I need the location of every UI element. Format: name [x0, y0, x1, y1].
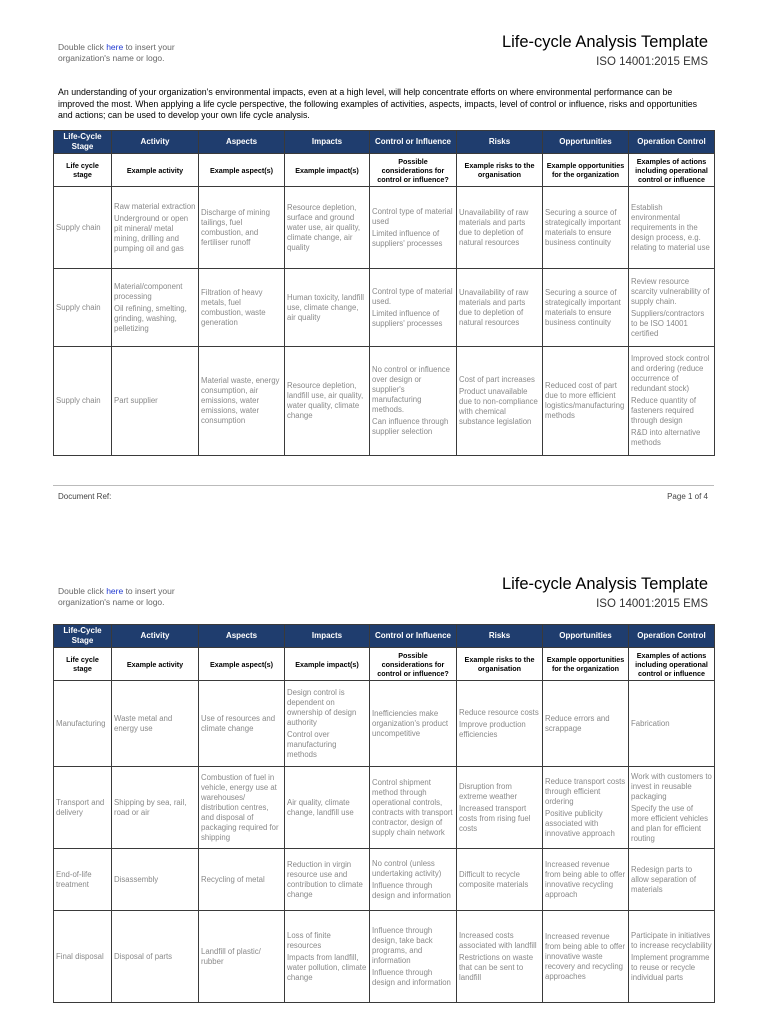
cell-text: Filtration of heavy metals, fuel combustion, waste generation	[201, 287, 266, 327]
cell-text: Fabrication	[631, 718, 670, 728]
cell-text: Disposal of parts	[114, 951, 173, 961]
cell-text: Loss of finite resources	[287, 930, 331, 950]
column-subheader-risks: Example risks to the organisation	[457, 648, 543, 681]
cell-text: Final disposal	[56, 951, 104, 961]
lifecycle-table-page1	[53, 130, 715, 456]
lifecycle-table-page2	[53, 624, 715, 1003]
placeholder-text-line2: organization's name or logo.	[58, 53, 165, 63]
cell-text: Control type of material used.	[372, 286, 453, 306]
column-header-operation: Operation Control	[629, 625, 715, 648]
cell-control[interactable]	[370, 187, 457, 269]
cell-aspects[interactable]	[199, 681, 285, 767]
cell-text: Cost of part increases	[459, 375, 535, 384]
cell-text: Reduce resource costs	[459, 707, 539, 717]
header-row	[54, 131, 715, 154]
cell-text: Control over manufacturing methods	[287, 729, 337, 759]
cell-text: Raw material extraction	[114, 201, 196, 211]
column-header-risks: Risks	[457, 131, 543, 154]
document-subtitle: ISO 14001:2015 EMS	[596, 56, 708, 68]
column-subheader-stage: Life cycle stage	[54, 648, 112, 681]
cell-text: Resource depletion, surface and ground water use, air quality, climate change, air quality	[287, 202, 361, 252]
cell-text: Increased transport costs from rising fuel costs	[459, 803, 531, 833]
column-subheader-stage: Life cycle stage	[54, 154, 112, 187]
cell-text: No control (unless undertaking activity)	[372, 858, 442, 878]
column-header-opportunities: Opportunities	[543, 131, 629, 154]
cell-aspects[interactable]	[199, 269, 285, 347]
cell-text: Part supplier	[114, 396, 158, 405]
logo-placeholder[interactable]	[58, 586, 175, 608]
cell-text: Underground or open pit mineral/ metal mining, drilling and pumping oil and gas	[114, 213, 189, 253]
page-2	[0, 555, 768, 1024]
column-subheader-activity: Example activity	[112, 648, 199, 681]
cell-impacts[interactable]	[285, 269, 370, 347]
cell-stage[interactable]	[54, 187, 112, 269]
cell-aspects[interactable]	[199, 849, 285, 911]
cell-text: Specify the use of more efficient vehicles and plan for efficient routing	[631, 803, 708, 843]
column-header-stage: Life-Cycle Stage	[54, 625, 112, 648]
column-header-aspects: Aspects	[199, 625, 285, 648]
cell-opportunities[interactable]	[543, 681, 629, 767]
cell-activity[interactable]	[112, 269, 199, 347]
cell-operation[interactable]	[629, 187, 715, 269]
column-subheader-risks: Example risks to the organisation	[457, 154, 543, 187]
cell-aspects[interactable]	[199, 911, 285, 1003]
cell-text: Waste metal and energy use	[114, 713, 173, 733]
table-row	[54, 911, 715, 1003]
cell-impacts[interactable]	[285, 347, 370, 456]
cell-opportunities[interactable]	[543, 849, 629, 911]
cell-text: Combustion of fuel in vehicle, energy use at warehouses/ distribution centres, and disposal of packaging required for shipping	[201, 772, 279, 842]
cell-text: Increased revenue from being able to offer innovative recycling approach	[545, 859, 626, 899]
cell-text: Work with customers to invest in reusable packaging	[631, 771, 712, 801]
cell-text: Unavailability of raw materials and parts due to depletion of natural resources	[459, 287, 529, 327]
cell-impacts[interactable]	[285, 681, 370, 767]
cell-operation[interactable]	[629, 347, 715, 456]
cell-opportunities[interactable]	[543, 347, 629, 456]
placeholder-text-post: to insert your	[123, 42, 175, 52]
cell-impacts[interactable]	[285, 911, 370, 1003]
placeholder-text-line2: organization's name or logo.	[58, 597, 165, 607]
subheader-row	[54, 154, 715, 187]
cell-impacts[interactable]	[285, 767, 370, 849]
cell-text: Limited influence of suppliers' processes	[372, 228, 443, 248]
cell-text: Material/component processing	[114, 281, 183, 301]
placeholder-text-pre: Double click	[58, 42, 107, 52]
cell-text: No control or influence over design or supplier's manufacturing methods.	[372, 365, 451, 414]
cell-text: Improve production efficiencies	[459, 719, 526, 739]
cell-text: Limited influence of suppliers' processes	[372, 308, 443, 328]
cell-text: Participate in initiatives to increase recyclability	[631, 930, 712, 950]
cell-text: Oil refining, smelting, grinding, washing, pelletizing	[114, 303, 187, 333]
table-row	[54, 347, 715, 456]
column-subheader-opportunities: Example opportunities for the organization	[543, 154, 629, 187]
cell-text: Product unavailable due to non-compliance with chemical substance legislation	[459, 387, 538, 426]
cell-text: Suppliers/contractors to be ISO 14001 certified	[631, 308, 705, 338]
footer-divider	[53, 485, 714, 486]
cell-text: R&D into alternative methods	[631, 428, 701, 447]
intro-paragraph: An understanding of your organization's environmental impacts, even at a high level, will help concentrate efforts on where environmental performance can be improved the most. When applying a life cycle perspective, the following examples of activities, aspects, impacts, level of control or influence, risks and opportunities and actions; can be used to develop your own life cycle analysis.	[58, 87, 698, 121]
cell-control[interactable]	[370, 347, 457, 456]
document-title: Life-cycle Analysis Template	[501, 33, 708, 51]
cell-text: Supply chain	[56, 302, 101, 312]
cell-text: Establish environmental requirements in the design process, e.g. relating to material use	[631, 202, 710, 252]
cell-text: Implement programme to reuse or recycle individual parts	[631, 952, 710, 982]
cell-operation[interactable]	[629, 269, 715, 347]
document-reference: Document Ref:	[58, 492, 112, 501]
cell-text: Landfill of plastic/ rubber	[201, 946, 261, 966]
cell-text: Design control is dependent on ownership of design authority	[287, 687, 357, 727]
cell-aspects[interactable]	[199, 767, 285, 849]
cell-activity[interactable]	[112, 681, 199, 767]
cell-text: Transport and delivery	[56, 797, 105, 817]
column-subheader-control: Possible considerations for control or influence?	[370, 648, 457, 681]
cell-text: Control shipment method through operational controls, contracts with transport contractor, design of supply chain network	[372, 777, 453, 837]
cell-operation[interactable]	[629, 911, 715, 1003]
insert-logo-link[interactable]: here	[106, 586, 124, 596]
cell-text: Shipping by sea, rail, road or air	[114, 797, 187, 817]
column-header-impacts: Impacts	[285, 625, 370, 648]
column-subheader-aspects: Example aspect(s)	[199, 154, 285, 187]
column-header-control: Control or Influence	[370, 625, 457, 648]
header-row	[54, 625, 715, 648]
subheader-row	[54, 648, 715, 681]
cell-activity[interactable]	[112, 849, 199, 911]
column-subheader-opportunities: Example opportunities for the organization	[543, 648, 629, 681]
placeholder-text-pre: Double click	[58, 586, 107, 596]
cell-text: Reduce transport costs through efficient ordering	[545, 776, 626, 806]
cell-text: Manufacturing	[56, 718, 106, 728]
cell-stage[interactable]	[54, 767, 112, 849]
cell-aspects[interactable]	[199, 187, 285, 269]
column-subheader-impacts: Example impact(s)	[285, 154, 370, 187]
cell-control[interactable]	[370, 681, 457, 767]
cell-text: Material waste, energy consumption, air emissions, water emissions, water consumption	[201, 376, 280, 425]
cell-activity[interactable]	[112, 187, 199, 269]
cell-text: Restrictions on waste that can be sent to landfill	[459, 952, 534, 982]
table-row	[54, 187, 715, 269]
cell-opportunities[interactable]	[543, 269, 629, 347]
cell-text: Reduction in virgin resource use and contribution to climate change	[287, 859, 363, 899]
cell-opportunities[interactable]	[543, 187, 629, 269]
cell-text: Influence through design and information	[372, 880, 451, 900]
cell-text: Reduce quantity of fasteners required through design	[631, 396, 697, 425]
cell-text: Disassembly	[114, 874, 159, 884]
column-header-stage: Life-Cycle Stage	[54, 131, 112, 154]
cell-text: Supply chain	[56, 222, 101, 232]
cell-text: End-of-life treatment	[56, 869, 92, 889]
cell-operation[interactable]	[629, 767, 715, 849]
document-title: Life-cycle Analysis Template	[501, 575, 708, 593]
cell-text: Influence through design, take back programs, and information	[372, 925, 433, 965]
cell-text: Supply chain	[56, 396, 101, 405]
cell-text: Disruption from extreme weather	[459, 781, 518, 801]
table-row	[54, 767, 715, 849]
cell-text: Influence through design and information	[372, 967, 451, 987]
page-gap	[0, 520, 768, 555]
table-row	[54, 681, 715, 767]
cell-control[interactable]	[370, 269, 457, 347]
column-subheader-control: Possible considerations for control or influence?	[370, 154, 457, 187]
cell-operation[interactable]	[629, 849, 715, 911]
cell-operation[interactable]	[629, 681, 715, 767]
cell-text: Air quality, climate change, landfill use	[287, 797, 354, 817]
insert-logo-link[interactable]: here	[106, 42, 124, 52]
column-header-control: Control or Influence	[370, 131, 457, 154]
column-subheader-operation: Examples of actions including operational control or influence	[629, 154, 715, 187]
cell-opportunities[interactable]	[543, 911, 629, 1003]
cell-stage[interactable]	[54, 849, 112, 911]
logo-placeholder[interactable]	[58, 42, 175, 64]
cell-text: Review resource scarcity vulnerability of supply chain.	[631, 276, 710, 306]
cell-text: Reduce errors and scrappage	[545, 713, 610, 733]
cell-activity[interactable]	[112, 767, 199, 849]
placeholder-text-post: to insert your	[123, 586, 175, 596]
cell-text: Positive publicity associated with innovative approach	[545, 808, 615, 838]
cell-text: Redesign parts to allow separation of materials	[631, 864, 697, 894]
cell-risks[interactable]	[457, 187, 543, 269]
cell-control[interactable]	[370, 767, 457, 849]
table-row	[54, 269, 715, 347]
cell-text: Recycling of metal	[201, 874, 265, 884]
cell-text: Securing a source of strategically important materials to ensure business continuity	[545, 207, 621, 247]
cell-text: Increased revenue from being able to offer innovative waste recovery and recycling approaches	[545, 931, 626, 981]
cell-text: Resource depletion, landfill use, air quality, water quality, climate change	[287, 381, 364, 420]
cell-text: Improved stock control and ordering (reduce occurrence of redundant stock)	[631, 354, 710, 393]
column-header-activity: Activity	[112, 625, 199, 648]
cell-opportunities[interactable]	[543, 767, 629, 849]
cell-stage[interactable]	[54, 347, 112, 456]
page-number: Page 1 of 4	[667, 492, 708, 501]
column-subheader-operation: Examples of actions including operational control or influence	[629, 648, 715, 681]
cell-text: Increased costs associated with landfill	[459, 930, 537, 950]
cell-control[interactable]	[370, 911, 457, 1003]
cell-text: Inefficiencies make organization's product uncompetitive	[372, 708, 449, 738]
cell-text: Control type of material used	[372, 206, 453, 226]
cell-impacts[interactable]	[285, 187, 370, 269]
column-header-risks: Risks	[457, 625, 543, 648]
cell-risks[interactable]	[457, 681, 543, 767]
column-header-operation: Operation Control	[629, 131, 715, 154]
cell-risks[interactable]	[457, 911, 543, 1003]
cell-risks[interactable]	[457, 269, 543, 347]
column-header-aspects: Aspects	[199, 131, 285, 154]
cell-text: Difficult to recycle composite materials	[459, 869, 529, 889]
cell-text: Use of resources and climate change	[201, 713, 276, 733]
column-subheader-aspects: Example aspect(s)	[199, 648, 285, 681]
document-subtitle: ISO 14001:2015 EMS	[596, 598, 708, 610]
cell-activity[interactable]	[112, 347, 199, 456]
cell-text: Discharge of mining tailings, fuel combustion, and fertiliser runoff	[201, 207, 270, 247]
column-header-activity: Activity	[112, 131, 199, 154]
table-row	[54, 849, 715, 911]
cell-text: Human toxicity, landfill use, climate change, air quality	[287, 292, 364, 322]
cell-control[interactable]	[370, 849, 457, 911]
cell-stage[interactable]	[54, 911, 112, 1003]
column-subheader-impacts: Example impact(s)	[285, 648, 370, 681]
cell-stage[interactable]	[54, 681, 112, 767]
cell-risks[interactable]	[457, 767, 543, 849]
cell-text: Reduced cost of part due to more efficient logistics/manufacturing methods	[545, 381, 625, 420]
column-subheader-activity: Example activity	[112, 154, 199, 187]
cell-risks[interactable]	[457, 849, 543, 911]
cell-activity[interactable]	[112, 911, 199, 1003]
cell-text: Can influence through supplier selection	[372, 417, 449, 436]
column-header-opportunities: Opportunities	[543, 625, 629, 648]
cell-text: Impacts from landfill, water pollution, climate change	[287, 952, 367, 982]
cell-impacts[interactable]	[285, 849, 370, 911]
cell-text: Securing a source of strategically important materials to ensure business continuity	[545, 287, 621, 327]
cell-text: Unavailability of raw materials and parts due to depletion of natural resources	[459, 207, 529, 247]
column-header-impacts: Impacts	[285, 131, 370, 154]
cell-risks[interactable]	[457, 347, 543, 456]
cell-aspects[interactable]	[199, 347, 285, 456]
cell-stage[interactable]	[54, 269, 112, 347]
